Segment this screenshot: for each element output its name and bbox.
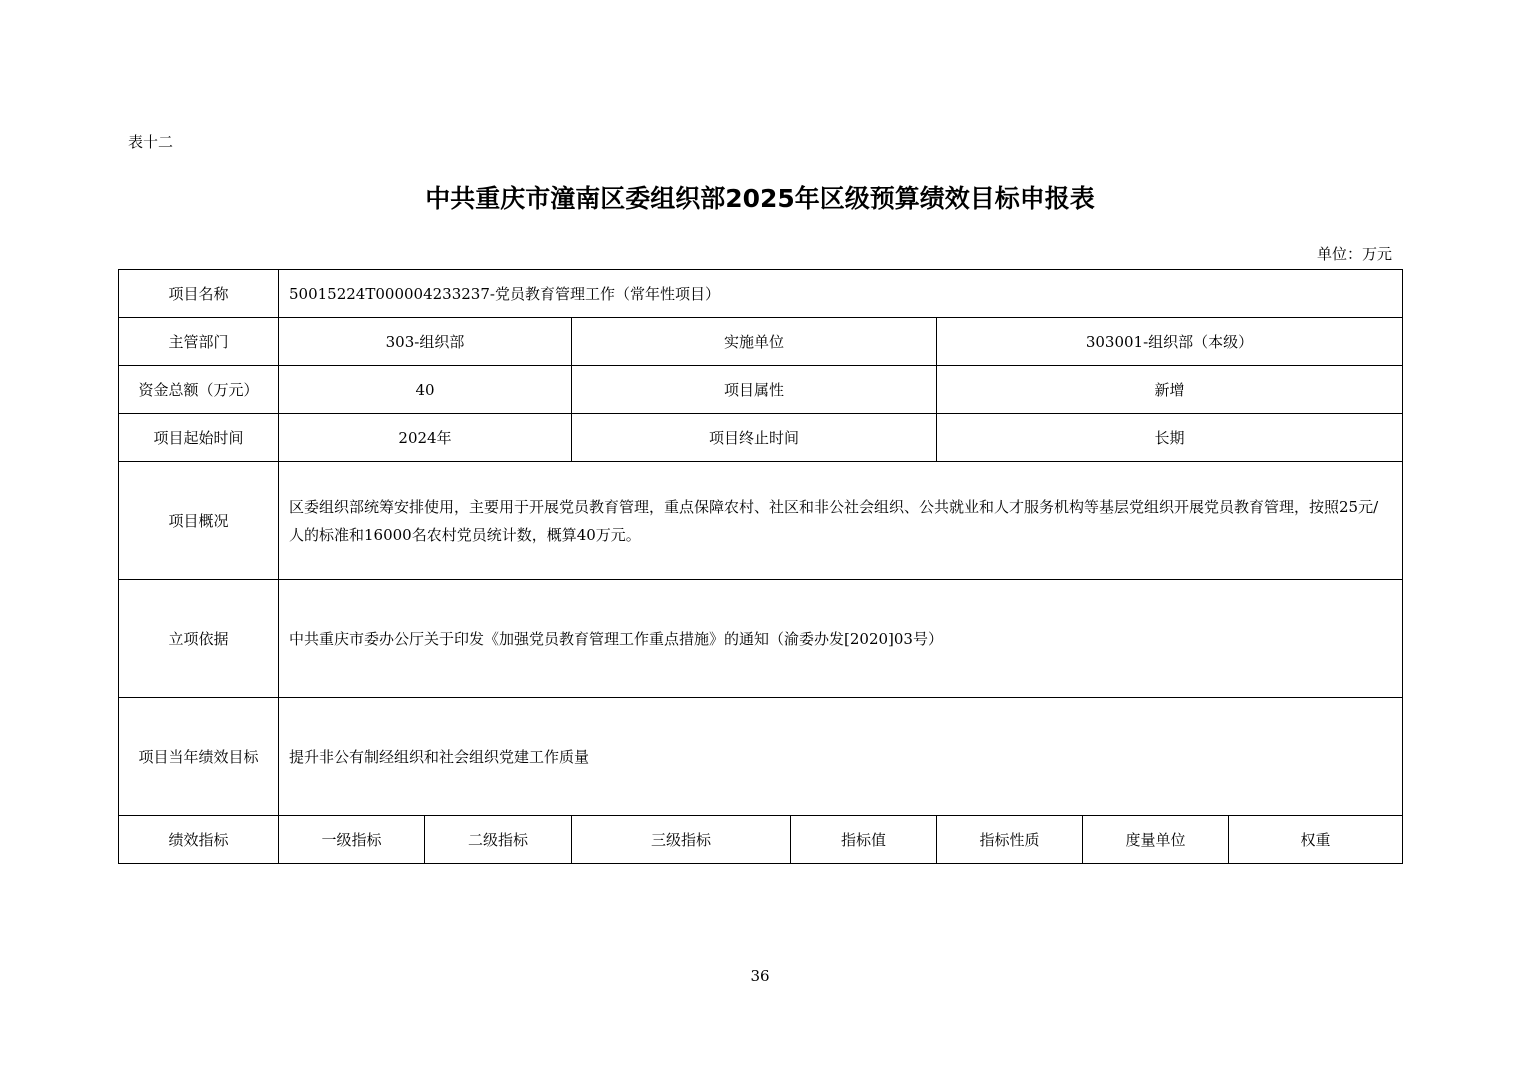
indicator-header-level1: 一级指标 <box>279 816 425 864</box>
project-basis-label: 立项依据 <box>119 580 279 698</box>
department-value: 303-组织部 <box>279 318 572 366</box>
indicator-header-weight: 权重 <box>1229 816 1403 864</box>
indicator-header-unit: 度量单位 <box>1083 816 1229 864</box>
page-title: 中共重庆市潼南区委组织部2025年区级预算绩效目标申报表 <box>425 184 1095 213</box>
project-overview-label: 项目概况 <box>119 462 279 580</box>
project-attribute-value: 新增 <box>937 366 1403 414</box>
indicator-header-nature: 指标性质 <box>937 816 1083 864</box>
indicators-label: 绩效指标 <box>119 816 279 864</box>
project-name-label: 项目名称 <box>119 270 279 318</box>
page-number: 36 <box>750 967 770 985</box>
unit-label: 单位：万元 <box>1316 245 1392 263</box>
annual-goal-label: 项目当年绩效目标 <box>119 698 279 816</box>
table-row <box>119 462 1403 580</box>
table-row <box>119 270 1403 318</box>
project-name-value: 50015224T000004233237-党员教育管理工作（常年性项目） <box>279 270 1403 318</box>
start-time-value: 2024年 <box>279 414 572 462</box>
table-row <box>119 318 1403 366</box>
table-label: 表十二 <box>128 133 174 151</box>
total-funds-value: 40 <box>279 366 572 414</box>
project-overview-value: 区委组织部统筹安排使用，主要用于开展党员教育管理，重点保障农村、社区和非公社会组织、公共就业和人才服务机构等基层党组织开展党员教育管理，按照25元/人的标准和16000名农村党员统计数，概算40万元。 <box>279 462 1403 580</box>
indicator-header-level3: 三级指标 <box>572 816 791 864</box>
end-time-label: 项目终止时间 <box>572 414 937 462</box>
table-row <box>119 816 1403 864</box>
annual-goal-value: 提升非公有制经组织和社会组织党建工作质量 <box>279 698 1403 816</box>
implementing-unit-label: 实施单位 <box>572 318 937 366</box>
end-time-value: 长期 <box>937 414 1403 462</box>
total-funds-label: 资金总额（万元） <box>119 366 279 414</box>
budget-performance-table <box>118 269 1403 864</box>
table-row <box>119 580 1403 698</box>
table-row <box>119 414 1403 462</box>
department-label: 主管部门 <box>119 318 279 366</box>
table-row <box>119 698 1403 816</box>
implementing-unit-value: 303001-组织部（本级） <box>937 318 1403 366</box>
table-row <box>119 366 1403 414</box>
indicator-header-level2: 二级指标 <box>425 816 572 864</box>
start-time-label: 项目起始时间 <box>119 414 279 462</box>
indicator-header-value: 指标值 <box>791 816 937 864</box>
project-basis-value: 中共重庆市委办公厅关于印发《加强党员教育管理工作重点措施》的通知（渝委办发[2020]03号） <box>279 580 1403 698</box>
project-attribute-label: 项目属性 <box>572 366 937 414</box>
